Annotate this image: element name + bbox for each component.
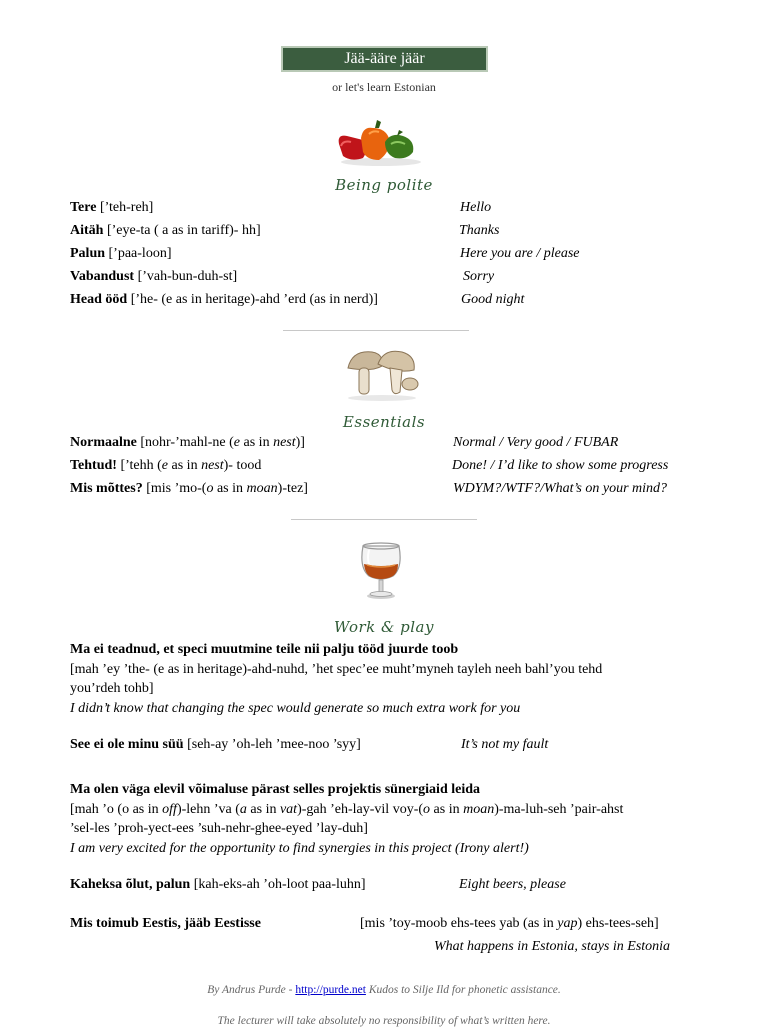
phrase-row-normaalne bbox=[70, 435, 305, 455]
phrase-pronunciation: [nohr-’mahl-ne ( bbox=[136, 435, 234, 450]
phrase-pronunciation: [’paa-loon] bbox=[105, 246, 172, 261]
mushrooms-image bbox=[342, 344, 422, 402]
section-divider bbox=[283, 330, 469, 331]
phrase-translation: Good night bbox=[461, 292, 525, 307]
pron-part: )-gah ’eh-lay-vil voy-( bbox=[297, 801, 424, 817]
phrase-term: Aitäh bbox=[70, 223, 104, 238]
phrase-block-spec bbox=[70, 640, 710, 718]
phrase-term: Mis toimub Eestis, jääb Eestisse bbox=[70, 916, 261, 931]
pron-part: ) ehs-tees-seh] bbox=[577, 916, 659, 931]
phrase-pronunciation bbox=[70, 800, 710, 820]
phrase-pronunciation-italic: e bbox=[233, 435, 241, 450]
section-heading-essentials: Essentials bbox=[342, 413, 426, 431]
phrase-row-tehtud bbox=[70, 458, 261, 478]
phrase-translation: I am very excited for the opportunity to find synergies in this project (Irony alert!) bbox=[70, 840, 529, 856]
phrase-translation: Thanks bbox=[459, 223, 500, 238]
phrase-pronunciation: [’eye-ta ( a as in tariff)- hh] bbox=[103, 223, 261, 238]
phrase-pronunciation: [’he- (e as in heritage)-ahd ’erd (as in nerd)] bbox=[127, 292, 378, 307]
phrase-pronunciation: )] bbox=[295, 435, 305, 450]
phrase-pronunciation: [’vah-bun-duh-st] bbox=[134, 269, 238, 284]
pron-part-italic: off bbox=[162, 801, 177, 817]
phrase-row-not-my-fault bbox=[70, 737, 361, 757]
phrase-term: Ma ei teadnud, et speci muutmine teile nii palju tööd juurde toob bbox=[70, 642, 459, 657]
phrase-pronunciation-italic: moan bbox=[246, 481, 278, 496]
phrase-translation: Hello bbox=[460, 200, 492, 215]
phrase-pronunciation: [seh-ay ’oh-leh ’mee-noo ’syy] bbox=[183, 737, 361, 752]
phrase-row-estonia bbox=[70, 916, 261, 936]
phrase-row-palun bbox=[70, 246, 171, 266]
phrase-row-mis-mottes bbox=[70, 481, 308, 501]
page-title: Jää-ääre jäär bbox=[281, 46, 488, 72]
pron-part-italic: vat bbox=[279, 801, 298, 817]
phrase-block-synergies bbox=[70, 780, 710, 858]
phrase-term: Mis mõttes? bbox=[70, 481, 143, 496]
phrase-translation: WDYM?/WTF?/What’s on your mind? bbox=[453, 481, 668, 496]
phrase-pronunciation bbox=[360, 916, 659, 932]
footer-credits bbox=[0, 984, 768, 996]
phrase-pronunciation: [mah ’ey ’the- (e as in heritage)-ahd-nuhd, ’het spec’ee muht’myneh tayleh neeh bahl’you tehd bbox=[70, 661, 603, 677]
phrase-pronunciation: [mis ’mo-( bbox=[142, 481, 207, 496]
phrase-pronunciation: [’teh-reh] bbox=[96, 200, 154, 215]
phrase-pronunciation: )- tood bbox=[223, 458, 262, 473]
phrase-row-eight-beers bbox=[70, 877, 366, 897]
phrase-pronunciation: as in bbox=[213, 481, 247, 496]
phrase-pronunciation-italic: o bbox=[206, 481, 214, 496]
footer-author: By Andrus Purde - bbox=[207, 984, 296, 996]
phrase-term: Tehtud! bbox=[70, 458, 117, 473]
footer-kudos: Kudos to Silje Ild for phonetic assistance. bbox=[365, 984, 561, 996]
phrase-term: Head ööd bbox=[70, 292, 128, 307]
phrase-translation: Done! / I’d like to show some progress bbox=[452, 458, 669, 473]
phrase-pronunciation: [’tehh ( bbox=[116, 458, 162, 473]
pron-part: [mis ’toy-moob ehs-tees yab (as in bbox=[360, 916, 558, 931]
phrase-pronunciation-italic: nest bbox=[273, 435, 296, 450]
phrase-pronunciation: as in bbox=[240, 435, 274, 450]
brandy-glass-image bbox=[355, 534, 407, 600]
phrase-translation: It’s not my fault bbox=[461, 737, 549, 752]
phrase-term: Tere bbox=[70, 200, 97, 215]
phrase-term: See ei ole minu süü bbox=[70, 737, 184, 752]
phrase-row-aitah bbox=[70, 223, 261, 243]
phrase-term: Normaalne bbox=[70, 435, 137, 450]
author-website-link[interactable]: http://purde.net bbox=[295, 984, 366, 996]
section-divider bbox=[291, 519, 477, 520]
pron-part: )-ma-luh-seh ’pair-ahst bbox=[494, 801, 624, 817]
pron-part: as in bbox=[430, 801, 464, 817]
phrase-row-tere bbox=[70, 200, 153, 220]
phrase-pronunciation-italic: nest bbox=[201, 458, 224, 473]
pron-part-italic: yap bbox=[557, 916, 578, 931]
phrase-pronunciation: ’sel-les ’proh-yect-ees ’suh-nehr-ghee-eyed ’lay-duh] bbox=[70, 821, 368, 836]
phrase-translation: Sorry bbox=[463, 269, 495, 284]
phrase-pronunciation-italic: e bbox=[161, 458, 169, 473]
phrase-term: Ma olen väga elevil võimaluse pärast selles projektis sünergiaid leida bbox=[70, 782, 481, 797]
phrase-pronunciation: [kah-eks-ah ’oh-loot paa-luhn] bbox=[190, 877, 366, 892]
phrase-translation: What happens in Estonia, stays in Estonia bbox=[434, 939, 671, 954]
phrase-translation: Here you are / please bbox=[460, 246, 580, 261]
pron-part-italic: o bbox=[423, 801, 431, 817]
page-subtitle: or let's learn Estonian bbox=[332, 80, 436, 94]
phrase-translation: I didn’t know that changing the spec would generate so much extra work for you bbox=[70, 700, 521, 716]
phrase-pronunciation: )-tez] bbox=[277, 481, 308, 496]
phrase-term: Palun bbox=[70, 246, 106, 261]
phrase-pronunciation: you’rdeh tohb] bbox=[70, 681, 154, 696]
section-heading-being-polite: Being polite bbox=[335, 176, 433, 194]
footer-disclaimer: The lecturer will take absolutely no responsibility of what’s written here. bbox=[217, 1015, 551, 1027]
pron-part: )-lehn ’va ( bbox=[176, 801, 240, 817]
phrase-term: Vabandust bbox=[70, 269, 135, 284]
pron-part: as in bbox=[246, 801, 280, 817]
phrase-translation: Eight beers, please bbox=[459, 877, 566, 892]
pron-part-italic: moan bbox=[463, 801, 495, 817]
section-heading-work-play: Work & play bbox=[334, 618, 434, 636]
peppers-image bbox=[333, 116, 428, 168]
pron-part: [mah ’o (o as in bbox=[70, 801, 163, 817]
phrase-row-head-ood bbox=[70, 292, 378, 312]
phrase-translation: Normal / Very good / FUBAR bbox=[453, 435, 619, 450]
phrase-pronunciation: as in bbox=[168, 458, 202, 473]
phrase-term: Kaheksa õlut, palun bbox=[70, 877, 191, 892]
phrase-row-vabandust bbox=[70, 269, 237, 289]
pron-part-italic: a bbox=[239, 801, 247, 817]
